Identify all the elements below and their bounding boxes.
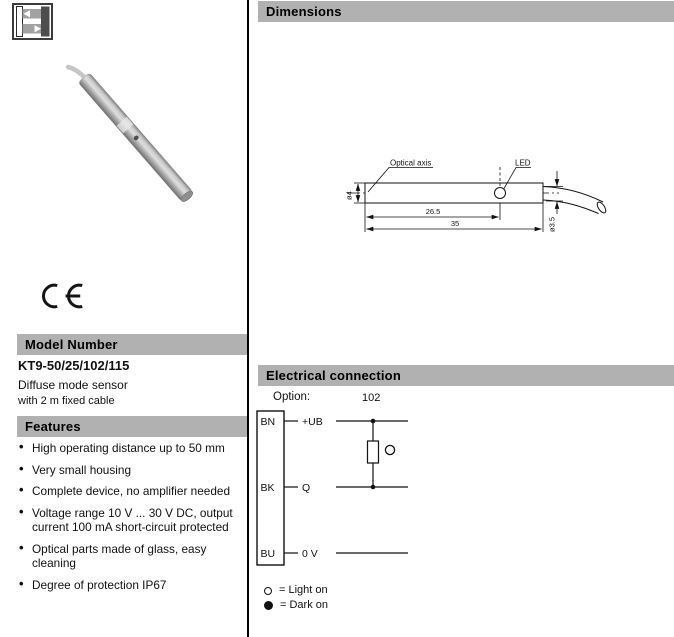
- body-diameter-label: ø4: [344, 191, 354, 200]
- feature-item: • Very small housing: [18, 463, 234, 478]
- model-description: Diffuse mode sensor: [18, 378, 128, 392]
- sensor-body-outline: [365, 183, 543, 203]
- product-photo: [25, 58, 225, 238]
- wire-terminal-bk: BK: [260, 482, 275, 494]
- led-indicator-circle: [495, 188, 506, 199]
- wire-signal-0v: 0 V: [302, 548, 318, 560]
- feature-item: • High operating distance up to 50 mm: [18, 441, 234, 456]
- wire-terminal-bu: BU: [260, 548, 276, 560]
- ce-mark: [38, 281, 84, 311]
- cable-diameter-label: ø3.5: [547, 216, 557, 232]
- light-on-mode-symbol: [385, 445, 394, 454]
- electrical-connection-header: Electrical connection: [258, 365, 674, 386]
- column-divider: [247, 0, 249, 637]
- legend-light-on: [264, 584, 328, 597]
- feature-item: • Optical parts made of glass, easy cleaning: [18, 542, 234, 571]
- legend-dark-on-text: = Dark on: [280, 599, 328, 611]
- load-resistor: [368, 441, 379, 463]
- led-label: LED: [515, 158, 531, 168]
- model-cable-note: with 2 m fixed cable: [18, 395, 115, 407]
- body-length-label: 35: [450, 219, 460, 228]
- led-distance-label: 26.5: [425, 207, 441, 216]
- cable-outline: [543, 187, 607, 215]
- feature-item: • Degree of protection IP67: [18, 578, 234, 593]
- option-value: 102: [362, 392, 381, 404]
- dimension-drawing: [335, 150, 674, 245]
- model-number: KT9-50/25/102/115: [18, 358, 130, 373]
- wire-terminal-bn: BN: [260, 416, 276, 428]
- wiring-diagram: [255, 408, 455, 573]
- cable-image: [68, 67, 86, 79]
- open-circle-icon: [264, 587, 272, 595]
- model-number-header: Model Number: [17, 334, 248, 355]
- legend-dark-on: [264, 599, 328, 612]
- option-label: Option:: [273, 391, 311, 403]
- legend-light-on-text: = Light on: [279, 584, 328, 596]
- feature-item: • Voltage range 10 V ... 30 V DC, output current 100 mA short-circuit protected: [18, 506, 234, 535]
- features-header: Features: [17, 416, 248, 437]
- wire-signal-ub: +UB: [302, 416, 323, 428]
- feature-item: • Complete device, no amplifier needed: [18, 484, 234, 499]
- dimensions-header: Dimensions: [258, 1, 674, 22]
- diffuse-sensor-icon: [12, 3, 53, 40]
- wire-signal-q: Q: [302, 482, 311, 494]
- features-list: [18, 441, 242, 599]
- optical-axis-label: Optical axis: [390, 158, 432, 168]
- filled-circle-icon: [264, 601, 273, 610]
